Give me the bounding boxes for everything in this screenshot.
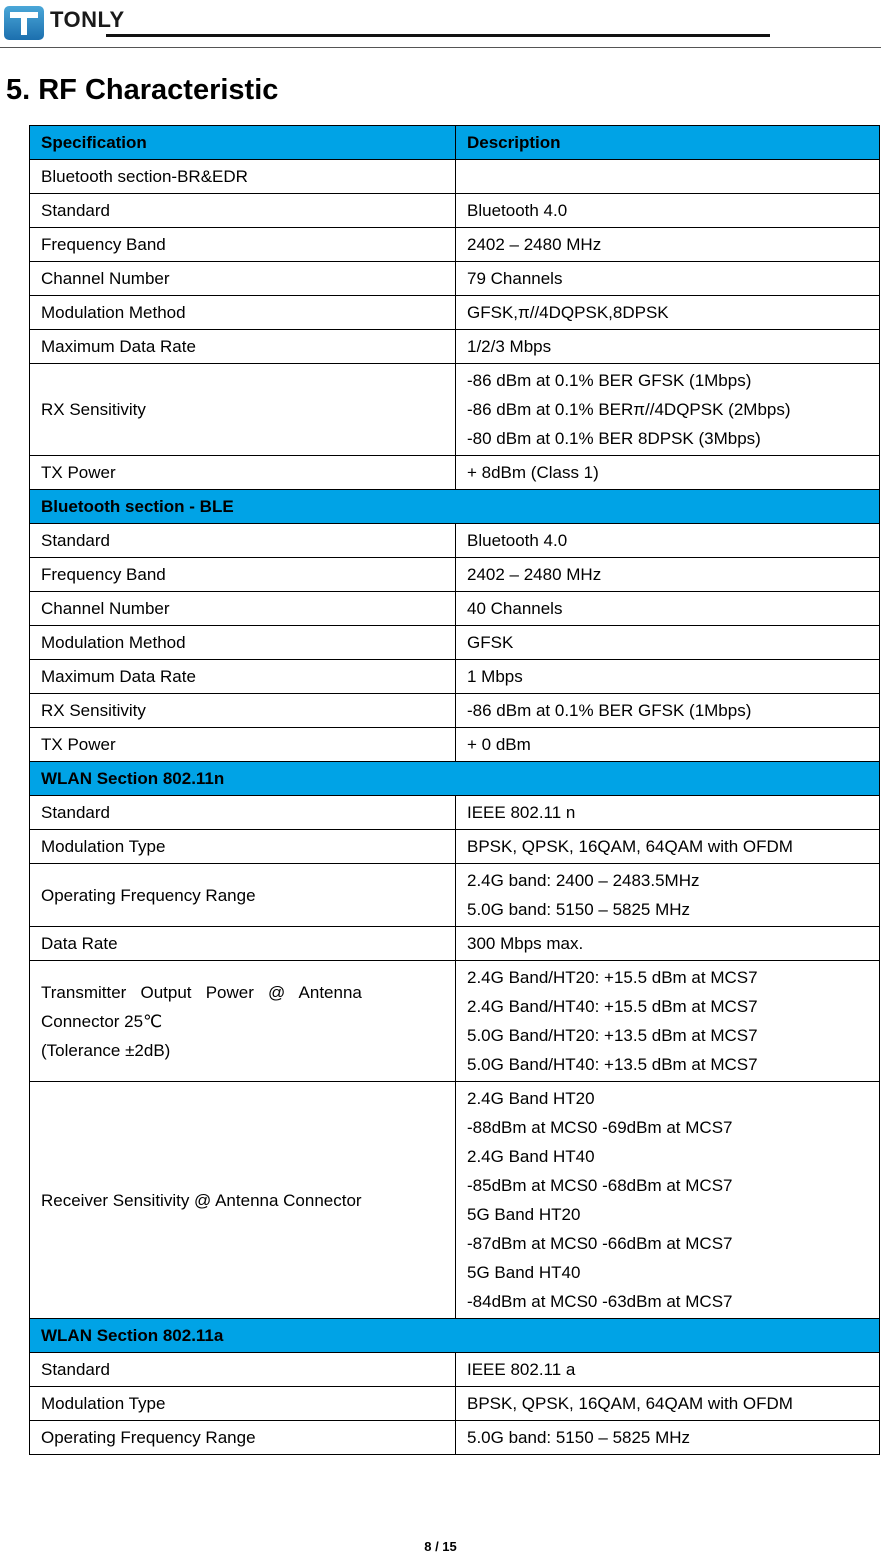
desc-cell: + 8dBm (Class 1) bbox=[456, 456, 880, 490]
table-row bbox=[30, 1353, 880, 1387]
table-row bbox=[30, 364, 880, 456]
desc-line: 5G Band HT40 bbox=[467, 1263, 581, 1282]
desc-line: -87dBm at MCS0 -66dBm at MCS7 bbox=[467, 1234, 733, 1253]
section-br-edr-row bbox=[30, 160, 880, 194]
spec-line: (Tolerance ±2dB) bbox=[41, 1040, 171, 1060]
desc-line: -85dBm at MCS0 -68dBm at MCS7 bbox=[467, 1176, 733, 1195]
spec-cell: Modulation Method bbox=[30, 626, 456, 660]
table-row bbox=[30, 660, 880, 694]
spec-line: Transmitter Output Power @ Antenna bbox=[41, 982, 362, 1002]
desc-cell: GFSK,π//4DQPSK,8DPSK bbox=[456, 296, 880, 330]
desc-line: 2.4G band: 2400 – 2483.5MHz bbox=[467, 871, 700, 890]
desc-line: 2.4G Band/HT20: +15.5 dBm at MCS7 bbox=[467, 968, 758, 987]
spec-cell: TX Power bbox=[30, 728, 456, 762]
desc-cell: Bluetooth 4.0 bbox=[456, 194, 880, 228]
desc-cell: 2402 – 2480 MHz bbox=[456, 228, 880, 262]
desc-cell: 40 Channels bbox=[456, 592, 880, 626]
spec-cell: Modulation Method bbox=[30, 296, 456, 330]
spec-cell: RX Sensitivity bbox=[30, 694, 456, 728]
spec-cell: Maximum Data Rate bbox=[30, 660, 456, 694]
table-row bbox=[30, 830, 880, 864]
desc-cell-multiline bbox=[456, 364, 880, 456]
table-row bbox=[30, 1387, 880, 1421]
table-row bbox=[30, 330, 880, 364]
desc-line: 5.0G band: 5150 – 5825 MHz bbox=[467, 900, 691, 919]
spec-cell: RX Sensitivity bbox=[30, 364, 456, 456]
spec-cell: Channel Number bbox=[30, 592, 456, 626]
desc-cell: 300 Mbps max. bbox=[456, 927, 880, 961]
desc-line: 2.4G Band HT20 bbox=[467, 1089, 595, 1108]
spec-cell: Modulation Type bbox=[30, 830, 456, 864]
desc-line: 5.0G Band/HT40: +13.5 dBm at MCS7 bbox=[467, 1055, 758, 1074]
desc-cell: Bluetooth 4.0 bbox=[456, 524, 880, 558]
brand-name: TONLY bbox=[50, 7, 125, 32]
table-row bbox=[30, 626, 880, 660]
spec-cell: Maximum Data Rate bbox=[30, 330, 456, 364]
desc-line: -86 dBm at 0.1% BER GFSK (1Mbps) bbox=[467, 371, 752, 390]
page-header bbox=[0, 0, 881, 48]
desc-cell-multiline bbox=[456, 864, 880, 927]
section-wlan-n-row bbox=[30, 762, 880, 796]
table-row bbox=[30, 524, 880, 558]
desc-cell: -86 dBm at 0.1% BER GFSK (1Mbps) bbox=[456, 694, 880, 728]
desc-line: 2.4G Band HT40 bbox=[467, 1147, 595, 1166]
desc-cell-multiline bbox=[456, 1082, 880, 1319]
spec-cell: Standard bbox=[30, 194, 456, 228]
desc-line: 2.4G Band/HT40: +15.5 dBm at MCS7 bbox=[467, 997, 758, 1016]
table-row bbox=[30, 694, 880, 728]
desc-cell: BPSK, QPSK, 16QAM, 64QAM with OFDM bbox=[456, 830, 880, 864]
tonly-logo-icon bbox=[4, 6, 44, 40]
desc-cell-multiline bbox=[456, 961, 880, 1082]
desc-cell: IEEE 802.11 n bbox=[456, 796, 880, 830]
empty-cell bbox=[456, 160, 880, 194]
section-wlan-a-row bbox=[30, 1319, 880, 1353]
table-row bbox=[30, 592, 880, 626]
section-ble-row bbox=[30, 490, 880, 524]
header-divider bbox=[0, 47, 881, 48]
table-row bbox=[30, 1421, 880, 1455]
table-row bbox=[30, 194, 880, 228]
spec-cell: Frequency Band bbox=[30, 558, 456, 592]
desc-line: -88dBm at MCS0 -69dBm at MCS7 bbox=[467, 1118, 733, 1137]
rf-characteristic-table bbox=[29, 125, 880, 1455]
table-header-row bbox=[30, 126, 880, 160]
section-wlan-n-title: WLAN Section 802.11n bbox=[30, 762, 880, 796]
brand-underline bbox=[106, 34, 770, 37]
spec-cell: Operating Frequency Range bbox=[30, 1421, 456, 1455]
spec-cell-multiline bbox=[30, 961, 456, 1082]
desc-line: -86 dBm at 0.1% BERπ//4DQPSK (2Mbps) bbox=[467, 400, 791, 419]
table-row bbox=[30, 558, 880, 592]
table-row bbox=[30, 796, 880, 830]
spec-cell: Receiver Sensitivity @ Antenna Connector bbox=[30, 1082, 456, 1319]
desc-line: 5G Band HT20 bbox=[467, 1205, 581, 1224]
spec-cell: TX Power bbox=[30, 456, 456, 490]
desc-line: -80 dBm at 0.1% BER 8DPSK (3Mbps) bbox=[467, 429, 761, 448]
table-row bbox=[30, 456, 880, 490]
desc-cell: IEEE 802.11 a bbox=[456, 1353, 880, 1387]
header-desc: Description bbox=[456, 126, 880, 160]
spec-cell: Data Rate bbox=[30, 927, 456, 961]
desc-cell: 1 Mbps bbox=[456, 660, 880, 694]
desc-cell: 79 Channels bbox=[456, 262, 880, 296]
spec-cell: Operating Frequency Range bbox=[30, 864, 456, 927]
spec-cell: Frequency Band bbox=[30, 228, 456, 262]
spec-line: Connector 25℃ bbox=[41, 1011, 163, 1031]
desc-line: -84dBm at MCS0 -63dBm at MCS7 bbox=[467, 1292, 733, 1311]
spec-cell: Standard bbox=[30, 1353, 456, 1387]
desc-line: 5.0G Band/HT20: +13.5 dBm at MCS7 bbox=[467, 1026, 758, 1045]
section-title: 5. RF Characteristic bbox=[6, 74, 279, 106]
desc-cell: BPSK, QPSK, 16QAM, 64QAM with OFDM bbox=[456, 1387, 880, 1421]
table-row bbox=[30, 296, 880, 330]
section-wlan-a-title: WLAN Section 802.11a bbox=[30, 1319, 880, 1353]
desc-cell: 2402 – 2480 MHz bbox=[456, 558, 880, 592]
spec-cell: Channel Number bbox=[30, 262, 456, 296]
section-br-edr-title: Bluetooth section-BR&EDR bbox=[30, 160, 456, 194]
spec-cell: Standard bbox=[30, 796, 456, 830]
spec-cell: Modulation Type bbox=[30, 1387, 456, 1421]
spec-cell: Standard bbox=[30, 524, 456, 558]
desc-cell: 1/2/3 Mbps bbox=[456, 330, 880, 364]
table-row bbox=[30, 228, 880, 262]
header-spec: Specification bbox=[30, 126, 456, 160]
desc-cell: GFSK bbox=[456, 626, 880, 660]
desc-cell: 5.0G band: 5150 – 5825 MHz bbox=[456, 1421, 880, 1455]
table-row bbox=[30, 728, 880, 762]
section-ble-title: Bluetooth section - BLE bbox=[30, 490, 880, 524]
desc-cell: + 0 dBm bbox=[456, 728, 880, 762]
page-number: 8 / 15 bbox=[424, 1539, 457, 1554]
table-row bbox=[30, 262, 880, 296]
table-row bbox=[30, 927, 880, 961]
table-row bbox=[30, 864, 880, 927]
table-row bbox=[30, 1082, 880, 1319]
table-row bbox=[30, 961, 880, 1082]
